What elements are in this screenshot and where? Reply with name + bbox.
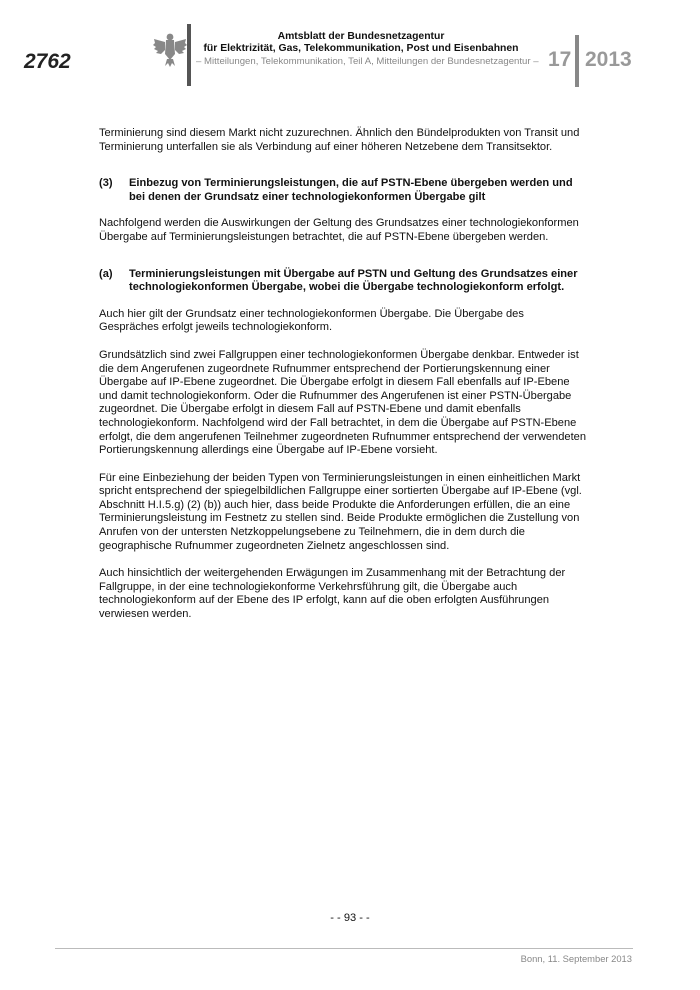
federal-eagle-icon bbox=[152, 30, 188, 70]
paragraph: Auch hinsichtlich der weitergehenden Erwägungen im Zusammenhang mit der Betrachtung der Fallgruppe, in der eine technologiekonforme Verkehrsführung gilt, die Übergabe auch technologiekonform auf der Ebene des IP erfolgt, kann auf die oben erfolgten Ausführungen verwiesen werden. bbox=[99, 567, 566, 621]
header-divider bbox=[187, 24, 191, 86]
section-heading-a bbox=[99, 268, 586, 295]
gazette-title-line-2: für Elektrizität, Gas, Telekommunikation, Post und Eisenbahnen bbox=[203, 43, 519, 54]
section-number: (3) bbox=[99, 177, 113, 190]
paragraph: Grundsätzlich sind zwei Fallgruppen einer technologiekonformen Übergabe denkbar. Entweder ist die dem Angerufenen zugeordnete Rufnummer entsprechend der Portierungskennung einer Übergabe auf IP-Ebene zugeordnet. Die Übergabe erfolgt in diesem Fall ebenfalls auf IP-Ebene und damit technologiekonform. Oder die Rufnummer des Angerufenen ist einer PSTN-Übergabe zugeordnet. Die Übergabe erfolgt in diesem Fall auf PSTN-Ebene und damit ebenfalls technologiekonform. Nachfolgend wird der Fall betrachtet, in dem die Übergabe auf PSTN-Ebene erfolgt, die dem angerufenen Teilnehmer zugeordneten Rufnummer entsprechend der verwendeten Portierungskennung allerdings eine Übergabe auf IP-Ebene vorsieht. bbox=[99, 348, 586, 457]
gazette-title-line-1: Amtsblatt der Bundesnetzagentur bbox=[277, 31, 445, 42]
issue-year: 2013 bbox=[585, 48, 632, 71]
issue-divider bbox=[575, 35, 579, 87]
section-title: Terminierungsleistungen mit Übergabe auf PSTN und Geltung des Grundsatzes einer technologiekonformen Übergabe, wobei die Übergabe technologiekonform erfolgt. bbox=[129, 267, 578, 294]
paragraph: Terminierung sind diesem Markt nicht zuzurechnen. Ähnlich den Bündelprodukten von Transit und Terminierung unterfallen sie als Verbindung auf einer höheren Netzebene dem Transitsektor. bbox=[99, 127, 580, 153]
footer-date: Bonn, 11. September 2013 bbox=[520, 953, 632, 964]
footer-page-label: - - 93 - - bbox=[330, 912, 370, 924]
section-title: Einbezug von Terminierungsleistungen, die auf PSTN-Ebene übergeben werden und bei denen der Grundsatz einer technologiekonformen Übergabe gilt bbox=[129, 177, 573, 203]
paragraph: Nachfolgend werden die Auswirkungen der Geltung des Grundsatzes einer technologiekonformen Übergabe auf Terminierungsleistungen betrachtet, die auf PSTN-Ebene übergeben werden. bbox=[99, 217, 579, 243]
footer-divider bbox=[55, 948, 633, 949]
gazette-subtitle: – Mitteilungen, Telekommunikation, Teil A, Mitteilungen der Bundesnetzagentur – bbox=[196, 56, 539, 67]
paragraph: Für eine Einbeziehung der beiden Typen von Terminierungsleistungen in einen einheitlichen Markt spricht entsprechend der spiegelbildlichen Fallgruppe einer sortierten Übergabe auf IP-Ebene (vgl. Abschnitt H.I.5.g) (2) (b)) auch hier, dass beide Produkte die Anforderungen erfüllen, die an eine Terminierungsleistung im Festnetz zu stellen sind. Beide Produkte ermöglichen die Zustellung von Anrufen von der untersten Netzkoppelungsebene zu Teilnehmern, die in dem durch die geographische Rufnummer zugeordneten Zielnetz angeschlossen sind. bbox=[99, 471, 582, 552]
document-body bbox=[99, 127, 586, 636]
gazette-title bbox=[196, 31, 526, 55]
section-number: (a) bbox=[99, 267, 113, 280]
section-heading-3 bbox=[99, 177, 586, 204]
page-number: 2762 bbox=[24, 50, 71, 73]
paragraph: Auch hier gilt der Grundsatz einer technologiekonformen Übergabe. Die Übergabe des Gespräches erfolgt jeweils technologiekonform. bbox=[99, 307, 524, 334]
issue-number: 17 bbox=[548, 48, 572, 71]
